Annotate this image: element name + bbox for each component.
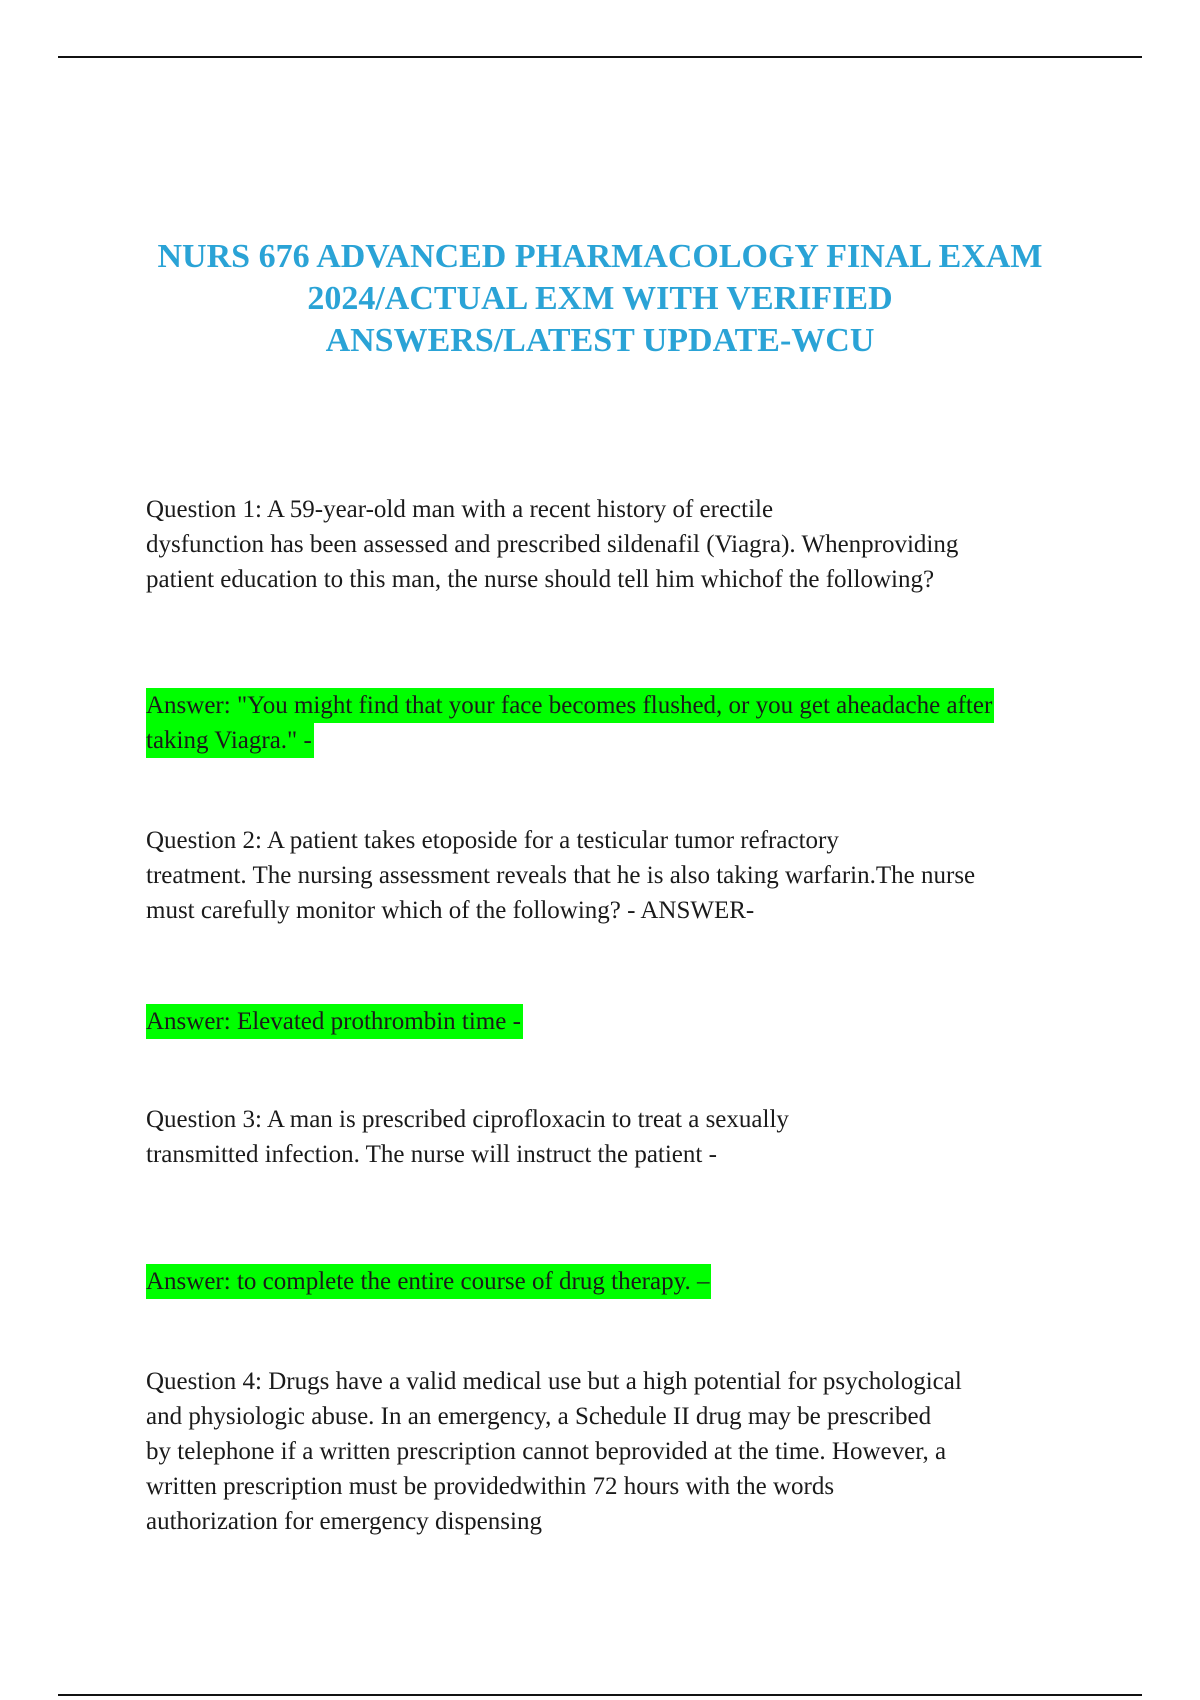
question-1 [146,492,1106,597]
title-line: 2024/ACTUAL EXM WITH VERIFIED [307,280,893,317]
question-line: Question 1: A 59-year-old man with a recent history of erectile [146,496,774,523]
title-line: NURS 676 ADVANCED PHARMACOLOGY FINAL EXAM [157,238,1043,275]
answer-line: Answer: Elevated prothrombin time - [146,1004,523,1039]
question-line: patient education to this man, the nurse should tell him whichof the following? [146,566,935,593]
question-4 [146,1364,1106,1539]
question-line: transmitted infection. The nurse will instruct the patient - [146,1141,717,1168]
answer-line: Answer: to complete the entire course of drug therapy. – [146,1264,711,1299]
answer-line: Answer: "You might find that your face becomes flushed, or you get aheadache after [146,688,994,723]
question-line: by telephone if a written prescription cannot beprovided at the time. However, a [146,1438,947,1465]
answer-line: taking Viagra." - [146,723,314,758]
question-line: Question 3: A man is prescribed ciprofloxacin to treat a sexually [146,1106,789,1133]
question-2 [146,823,1106,928]
answer-1 [146,688,994,758]
answer-2 [146,1004,523,1039]
header-rule [58,56,1142,58]
question-line: written prescription must be providedwithin 72 hours with the words [146,1473,835,1500]
question-line: treatment. The nursing assessment reveals that he is also taking warfarin.The nurse [146,862,976,889]
question-line: must carefully monitor which of the following? - ANSWER- [146,897,755,924]
question-line: Question 4: Drugs have a valid medical use but a high potential for psychological [146,1368,962,1395]
question-line: Question 2: A patient takes etoposide for a testicular tumor refractory [146,827,839,854]
question-line: dysfunction has been assessed and prescribed sildenafil (Viagra). Whenproviding [146,531,959,558]
question-line: and physiologic abuse. In an emergency, a Schedule II drug may be prescribed [146,1403,932,1430]
title-line: ANSWERS/LATEST UPDATE-WCU [325,322,875,359]
question-line: authorization for emergency dispensing [146,1508,542,1535]
answer-3 [146,1264,711,1299]
document-title [100,236,1100,362]
question-3 [146,1102,1106,1172]
footer-rule [58,1694,1142,1696]
